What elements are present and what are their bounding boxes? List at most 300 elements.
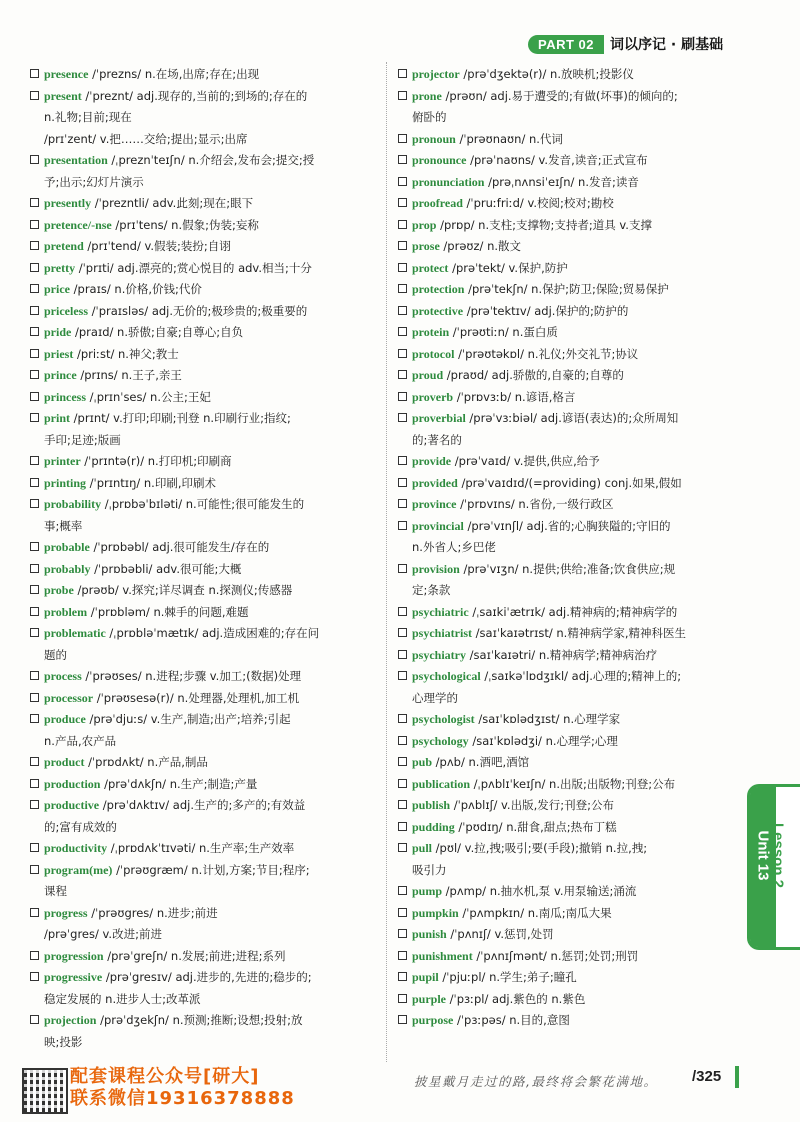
checkbox-icon[interactable]: [398, 886, 407, 895]
checkbox-icon[interactable]: [30, 908, 39, 917]
definition: /ˈprɪntɪŋ/ n.印刷,印刷术: [86, 475, 216, 490]
vocab-entry: [398, 709, 738, 731]
checkbox-icon[interactable]: [398, 779, 407, 788]
vocab-entry: [30, 967, 370, 989]
definition: /prəˈdʌkʃn/ n.生产;制造;产量: [100, 776, 258, 791]
checkbox-icon[interactable]: [30, 91, 39, 100]
vocab-entry: [30, 838, 370, 860]
vocab-entry: [30, 236, 370, 258]
headword: pretty: [44, 260, 76, 275]
definition: /prəˈtekt/ v.保护,防护: [448, 260, 568, 275]
headword: punishment: [412, 948, 473, 963]
vocab-entry: [30, 537, 370, 559]
definition: /saɪˈkaɪətri/ n.精神病学;精神病治疗: [466, 647, 658, 662]
definition: 吸引力: [412, 862, 447, 877]
vocab-entry: [30, 602, 370, 624]
checkbox-icon[interactable]: [30, 564, 39, 573]
headword: prose: [412, 239, 440, 253]
checkbox-icon[interactable]: [398, 972, 407, 981]
headword: probably: [44, 561, 91, 576]
vocab-entry: [30, 86, 370, 108]
checkbox-icon[interactable]: [398, 671, 407, 680]
definition: 俯卧的: [412, 110, 447, 124]
definition: /ˈprɪti/ adj.漂亮的;赏心悦目的 adv.相当;十分: [75, 260, 312, 275]
vocab-entry: [398, 989, 738, 1011]
section-title: 词以序记 · 刷基础: [610, 37, 724, 53]
definition: 定;条款: [412, 583, 451, 597]
definition: /prəˈtektɪv/ adj.保护的;防护的: [463, 303, 629, 318]
headword: probability: [44, 497, 102, 511]
checkbox-icon[interactable]: [398, 177, 407, 186]
checkbox-icon[interactable]: [398, 714, 407, 723]
definition: 的;富有成效的: [44, 819, 117, 834]
headword: program(me): [44, 862, 113, 877]
vocab-entry: [398, 623, 738, 645]
definition: /pʌmp/ n.抽水机,泵 v.用泵输送;涌流: [442, 884, 637, 898]
headword: pronunciation: [412, 174, 485, 189]
headword: projector: [412, 67, 460, 81]
vocab-entry: [398, 752, 738, 774]
definition: /ˌprɒdʌkˈtɪvəti/ n.生产率;生产效率: [107, 841, 295, 855]
checkbox-icon[interactable]: [30, 263, 39, 272]
checkbox-icon[interactable]: [30, 69, 39, 78]
vocab-entry-continuation: [30, 107, 370, 129]
vocab-entry: [398, 215, 738, 237]
headword: priceless: [44, 303, 88, 318]
definition: 事;概率: [44, 518, 83, 533]
checkbox-icon[interactable]: [398, 908, 407, 917]
definition: /ˈpraɪsləs/ adj.无价的;极珍贵的;极重要的: [88, 303, 308, 318]
definition: /prəˈgres/ v.改进;前进: [44, 927, 162, 941]
checkbox-icon[interactable]: [398, 349, 407, 358]
right-column: [398, 64, 738, 1032]
definition: /prɪns/ n.王子,亲王: [76, 368, 182, 382]
vocab-entry-continuation: [398, 430, 738, 452]
headword: presentation: [44, 153, 108, 167]
headword: pump: [412, 884, 443, 898]
vocab-entry: [30, 860, 370, 882]
headword: pretend: [44, 239, 84, 253]
vocab-entry: [398, 408, 738, 430]
definition: 心理学的: [412, 690, 458, 705]
checkbox-icon[interactable]: [30, 1015, 39, 1024]
headword: process: [44, 669, 82, 683]
headword: printer: [44, 454, 81, 468]
checkbox-icon[interactable]: [30, 542, 39, 551]
checkbox-icon[interactable]: [398, 822, 407, 831]
definition: /ˈprɒbəbl/ adj.很可能发生/存在的: [89, 540, 270, 554]
vocab-entry: [398, 774, 738, 796]
checkbox-icon[interactable]: [30, 155, 39, 164]
vocab-entry-continuation: [30, 645, 370, 667]
checkbox-icon[interactable]: [398, 241, 407, 250]
checkbox-icon[interactable]: [30, 456, 39, 465]
definition: /ˈprɒvɜːb/ n.谚语,格言: [453, 389, 576, 404]
checkbox-icon[interactable]: [30, 671, 39, 680]
page-footer: [0, 1062, 800, 1109]
definition: /ˈprəʊgræm/ n.计划,方案;节目;程序;: [112, 862, 310, 877]
definition: /ˈprɪntə(r)/ n.打印机;印刷商: [80, 454, 232, 468]
definition: /prəˈvɪʒn/ n.提供;供给;准备;饮食供应;规: [459, 561, 676, 576]
definition: /ˌsaɪkəˈlɒdʒɪkl/ adj.心理的;精神上的;: [480, 669, 682, 683]
checkbox-icon[interactable]: [30, 241, 39, 250]
definition: /saɪˈkaɪətrɪst/ n.精神病学家,精神科医生: [472, 626, 686, 640]
vocab-entry: [398, 451, 738, 473]
headword: pudding: [412, 819, 455, 834]
vocab-entry: [398, 64, 738, 86]
checkbox-icon[interactable]: [398, 521, 407, 530]
vocab-entry-continuation: [30, 989, 370, 1011]
headword: princess: [44, 389, 86, 404]
vocab-entry: [30, 473, 370, 495]
vocab-entry: [398, 903, 738, 925]
headword: produce: [44, 712, 86, 726]
definition: /ˈprəʊtəkɒl/ n.礼仪;外交礼节;协议: [454, 346, 639, 361]
checkbox-icon[interactable]: [30, 370, 39, 379]
headword: publish: [412, 798, 451, 812]
headword: processor: [44, 690, 94, 705]
headword: present: [44, 88, 82, 103]
vocab-entry: [398, 967, 738, 989]
checkbox-icon[interactable]: [30, 714, 39, 723]
headword: prop: [412, 217, 437, 232]
vocab-entry: [30, 494, 370, 516]
headword: probable: [44, 540, 90, 554]
vocab-entry-continuation: [398, 107, 738, 129]
headword: progress: [44, 905, 88, 920]
definition: /prəˌnʌnsiˈeɪʃn/ n.发音;读音: [484, 174, 639, 189]
vocab-entry: [398, 666, 738, 688]
headword: protect: [412, 260, 449, 275]
headword: print: [44, 411, 71, 425]
checkbox-icon[interactable]: [398, 929, 407, 938]
definition: /ˈprɒvɪns/ n.省份,一级行政区: [456, 497, 614, 511]
vocab-entry-continuation: [30, 129, 370, 151]
checkbox-icon[interactable]: [398, 456, 407, 465]
checkbox-icon[interactable]: [30, 865, 39, 874]
definition: /ˌprɒbləˈmætɪk/ adj.造成困难的;存在问: [105, 626, 320, 640]
definition: n.产品,农产品: [44, 733, 117, 748]
checkbox-icon[interactable]: [398, 284, 407, 293]
qr-code-icon: [22, 1068, 68, 1114]
definition: /prɒp/ n.支柱;支撑物;支持者;道具 v.支撑: [436, 217, 652, 232]
definition: /ˈpɜːpl/ adj.紫色的 n.紫色: [446, 991, 586, 1006]
checkbox-icon[interactable]: [30, 951, 39, 960]
headword: pronounce: [412, 153, 467, 167]
vocab-entry: [398, 602, 738, 624]
headword: psychiatrist: [412, 626, 472, 640]
definition: /ˌprɒbəˈbɪləti/ n.可能性;很可能发生的: [101, 497, 305, 511]
headword: proofread: [412, 196, 463, 210]
headword: prince: [44, 368, 77, 382]
checkbox-icon[interactable]: [398, 843, 407, 852]
checkbox-icon[interactable]: [30, 413, 39, 422]
checkbox-icon[interactable]: [398, 736, 407, 745]
definition: /ˌsaɪkiˈætrɪk/ adj.精神病的;精神病学的: [468, 604, 678, 619]
vocab-entry: [398, 365, 738, 387]
definition: /prəʊb/ v.探究;详尽调查 n.探测仪;传感器: [73, 583, 293, 597]
headword: problematic: [44, 626, 106, 640]
definition: /ˈprəʊsesə(r)/ n.处理器,处理机,加工机: [93, 690, 300, 705]
definition: /ˈprezns/ n.在场,出席;存在;出现: [88, 67, 260, 81]
vocab-entry: [398, 129, 738, 151]
vocab-entry: [398, 236, 738, 258]
vocab-entry: [398, 172, 738, 194]
headword: protective: [412, 303, 464, 318]
headword: protection: [412, 282, 465, 296]
vocab-entry-continuation: [30, 731, 370, 753]
vocab-entry: [30, 688, 370, 710]
checkbox-icon[interactable]: [30, 478, 39, 487]
checkbox-icon[interactable]: [398, 134, 407, 143]
checkbox-icon[interactable]: [30, 693, 39, 702]
unit-label: Unit 13: [754, 830, 772, 881]
definition: /ˈpʊdɪŋ/ n.甜食,甜点;热布丁糕: [454, 819, 617, 834]
checkbox-icon[interactable]: [30, 628, 39, 637]
checkbox-icon[interactable]: [398, 327, 407, 336]
definition: /pʌb/ n.酒吧,酒馆: [432, 755, 530, 769]
definition: /ˈpʌmpkɪn/ n.南瓜;南瓜大果: [458, 905, 612, 920]
headword: publication: [412, 776, 471, 791]
definition: /prɪˈtens/ n.假象;伪装;妄称: [111, 217, 259, 232]
checkbox-icon[interactable]: [30, 327, 39, 336]
checkbox-icon[interactable]: [30, 779, 39, 788]
headword: presently: [44, 196, 92, 210]
vocab-entry: [398, 258, 738, 280]
checkbox-icon[interactable]: [30, 972, 39, 981]
definition: /prəˈtekʃn/ n.保护;防卫;保险;贸易保护: [464, 282, 669, 296]
headword: psychiatric: [412, 604, 469, 619]
definition: /prɪnt/ v.打印;印刷;刊登 n.印刷行业;指纹;: [70, 411, 291, 425]
vocab-entry: [30, 774, 370, 796]
vocab-entry-continuation: [30, 1032, 370, 1054]
definition: /prəˈgresɪv/ adj.进步的,先进的;稳步的;: [102, 970, 312, 984]
headword: pretence/-nse: [44, 217, 112, 232]
vocab-entry-continuation: [398, 860, 738, 882]
headword: provide: [412, 454, 452, 468]
checkbox-icon[interactable]: [398, 757, 407, 766]
left-column: [30, 64, 370, 1053]
definition: /ˈprɒbləm/ n.棘手的问题,难题: [87, 604, 249, 619]
checkbox-icon[interactable]: [30, 757, 39, 766]
vocab-entry: [30, 1010, 370, 1032]
checkbox-icon[interactable]: [30, 499, 39, 508]
checkbox-icon[interactable]: [398, 263, 407, 272]
vocab-entry: [398, 301, 738, 323]
vocab-entry-continuation: [30, 924, 370, 946]
vocab-entry: [30, 193, 370, 215]
checkbox-icon[interactable]: [30, 220, 39, 229]
vocab-entry: [398, 516, 738, 538]
checkbox-icon[interactable]: [398, 564, 407, 573]
definition: /ˈpʌnɪʃ/ v.惩罚,处罚: [446, 927, 554, 941]
vocab-entry: [30, 344, 370, 366]
checkbox-icon[interactable]: [398, 392, 407, 401]
headword: priest: [44, 346, 74, 361]
definition: /prəˈgreʃn/ n.发展;前进;进程;系列: [103, 948, 286, 963]
vocab-entry: [30, 408, 370, 430]
headword: productivity: [44, 841, 108, 855]
headword: pull: [412, 841, 433, 855]
page-number: /325: [692, 1068, 722, 1085]
vocab-entry: [398, 946, 738, 968]
definition: 稳定发展的 n.进步人士;改革派: [44, 991, 201, 1006]
definition: 的;著名的: [412, 432, 462, 447]
headword: price: [44, 282, 70, 296]
definition: /prəˈvaɪd/ v.提供,供应,给予: [451, 454, 600, 468]
vocab-entry: [30, 666, 370, 688]
checkbox-icon[interactable]: [30, 349, 39, 358]
headword: psychological: [412, 669, 481, 683]
definition: /prəˈdʒekʃn/ n.预测;推断;设想;投射;放: [96, 1013, 303, 1027]
vocab-entry: [30, 365, 370, 387]
headword: prone: [412, 88, 442, 103]
definition: /pʊl/ v.拉,拽;吸引;要(手段);撤销 n.拉,拽;: [432, 841, 648, 855]
headword: problem: [44, 604, 88, 619]
headword: progression: [44, 948, 104, 963]
headword: production: [44, 776, 101, 791]
vocab-entry-continuation: [398, 688, 738, 710]
definition: /ˈprəʊtiːn/ n.蛋白质: [449, 325, 558, 339]
headword: proverb: [412, 389, 454, 404]
part-label: PART 02: [528, 35, 604, 54]
vocab-entry: [30, 903, 370, 925]
promo-line-1: 配套课程公众号[研大]: [70, 1066, 260, 1087]
headword: psychologist: [412, 712, 475, 726]
vocab-entry: [398, 344, 738, 366]
checkbox-icon[interactable]: [30, 607, 39, 616]
headword: purpose: [412, 1013, 454, 1027]
definition: /prɪˈzent/ v.把……交给;提出;显示;出席: [44, 131, 248, 146]
checkbox-icon[interactable]: [30, 198, 39, 207]
checkbox-icon[interactable]: [30, 306, 39, 315]
checkbox-icon[interactable]: [398, 499, 407, 508]
definition: 题的: [44, 647, 67, 662]
vocab-entry-continuation: [30, 516, 370, 538]
checkbox-icon[interactable]: [30, 800, 39, 809]
definition: /ˈprɒdʌkt/ n.产品,制品: [84, 755, 208, 769]
vocab-entry: [30, 709, 370, 731]
vocab-entry: [30, 559, 370, 581]
vocab-entry: [398, 387, 738, 409]
headword: pumpkin: [412, 905, 459, 920]
definition: /prɪˈtend/ v.假装;装扮;自诩: [83, 239, 231, 253]
checkbox-icon[interactable]: [398, 155, 407, 164]
definition: /ˈpruːfriːd/ v.校阅;校对;勘校: [462, 196, 614, 210]
checkbox-icon[interactable]: [398, 650, 407, 659]
vocab-entry: [30, 64, 370, 86]
definition: /saɪˈkɒlədʒi/ n.心理学;心理: [468, 733, 618, 748]
definition: /prəʊz/ n.散文: [439, 239, 522, 253]
page-header: [528, 34, 723, 54]
vocab-entry: [30, 752, 370, 774]
vocab-entry: [398, 193, 738, 215]
vocab-entry: [398, 1010, 738, 1032]
page-number-bar: [735, 1066, 739, 1088]
headword: pronoun: [412, 131, 456, 146]
checkbox-icon[interactable]: [30, 392, 39, 401]
headword: progressive: [44, 970, 103, 984]
checkbox-icon[interactable]: [398, 413, 407, 422]
headword: psychology: [412, 733, 469, 748]
definition: /prəʊn/ adj.易于遭受的;有做(坏事)的倾向的;: [441, 88, 678, 103]
headword: pub: [412, 755, 433, 769]
headword: product: [44, 755, 85, 769]
motto: 披星戴月走过的路,最终将会繁花满地。: [414, 1074, 658, 1089]
vocab-entry-continuation: [30, 881, 370, 903]
unit-side-tab: [747, 784, 800, 950]
definition: /prəˈdjuːs/ v.生产,制造;出产;培养;引起: [85, 712, 291, 726]
vocab-entry: [398, 731, 738, 753]
checkbox-icon[interactable]: [398, 478, 407, 487]
vocab-entry: [30, 946, 370, 968]
vocab-entry: [30, 795, 370, 817]
vocab-entry: [30, 150, 370, 172]
vocab-entry: [30, 301, 370, 323]
definition: /priːst/ n.神父;教士: [73, 346, 179, 361]
vocab-entry: [30, 623, 370, 645]
vocab-entry: [398, 559, 738, 581]
lesson-label: Lesson 2: [769, 822, 787, 889]
definition: /ˈprɒbəbli/ adv.很可能;大概: [90, 561, 242, 576]
vocab-entry: [398, 494, 738, 516]
checkbox-icon[interactable]: [398, 800, 407, 809]
headword: probe: [44, 583, 74, 597]
checkbox-icon[interactable]: [398, 607, 407, 616]
vocab-entry: [30, 279, 370, 301]
definition: n.礼物;目前;现在: [44, 110, 132, 124]
headword: proud: [412, 368, 444, 382]
vocab-entry: [30, 258, 370, 280]
checkbox-icon[interactable]: [398, 220, 407, 229]
headword: pride: [44, 325, 72, 339]
definition: /prəˈvɪnʃl/ adj.省的;心胸狭隘的;守旧的: [463, 518, 671, 533]
definition: /prəˈnaʊns/ v.发音,读音;正式宣布: [466, 153, 648, 167]
checkbox-icon[interactable]: [398, 628, 407, 637]
definition: /ˈpreznt/ adj.现存的,当前的;到场的;存在的: [81, 88, 308, 103]
checkbox-icon[interactable]: [398, 994, 407, 1003]
vocab-entry: [398, 645, 738, 667]
definition: /ˌpʌblɪˈkeɪʃn/ n.出版;出版物;刊登;公布: [470, 776, 676, 791]
definition: /ˈpʌnɪʃmənt/ n.惩罚;处罚;刑罚: [472, 948, 639, 963]
checkbox-icon[interactable]: [398, 69, 407, 78]
vocab-entry: [398, 924, 738, 946]
checkbox-icon[interactable]: [398, 198, 407, 207]
definition: 课程: [44, 884, 67, 898]
vocab-entry: [30, 215, 370, 237]
checkbox-icon[interactable]: [398, 370, 407, 379]
checkbox-icon[interactable]: [398, 91, 407, 100]
vocab-entry: [398, 838, 738, 860]
checkbox-icon[interactable]: [30, 585, 39, 594]
vocab-entry: [398, 150, 738, 172]
vocab-entry-continuation: [30, 172, 370, 194]
headword: proverbial: [412, 411, 466, 425]
definition: /saɪˈkɒlədʒɪst/ n.心理学家: [474, 712, 621, 726]
checkbox-icon[interactable]: [398, 1015, 407, 1024]
definition: 手印;足迹;版画: [44, 432, 121, 447]
headword: presence: [44, 67, 89, 81]
checkbox-icon[interactable]: [398, 951, 407, 960]
vocab-entry-continuation: [398, 537, 738, 559]
checkbox-icon[interactable]: [398, 306, 407, 315]
headword: printing: [44, 475, 87, 490]
definition: n.外省人;乡巴佬: [412, 540, 496, 554]
checkbox-icon[interactable]: [30, 843, 39, 852]
checkbox-icon[interactable]: [30, 284, 39, 293]
headword: provincial: [412, 518, 464, 533]
definition: /praʊd/ adj.骄傲的,自豪的;自尊的: [443, 368, 624, 382]
